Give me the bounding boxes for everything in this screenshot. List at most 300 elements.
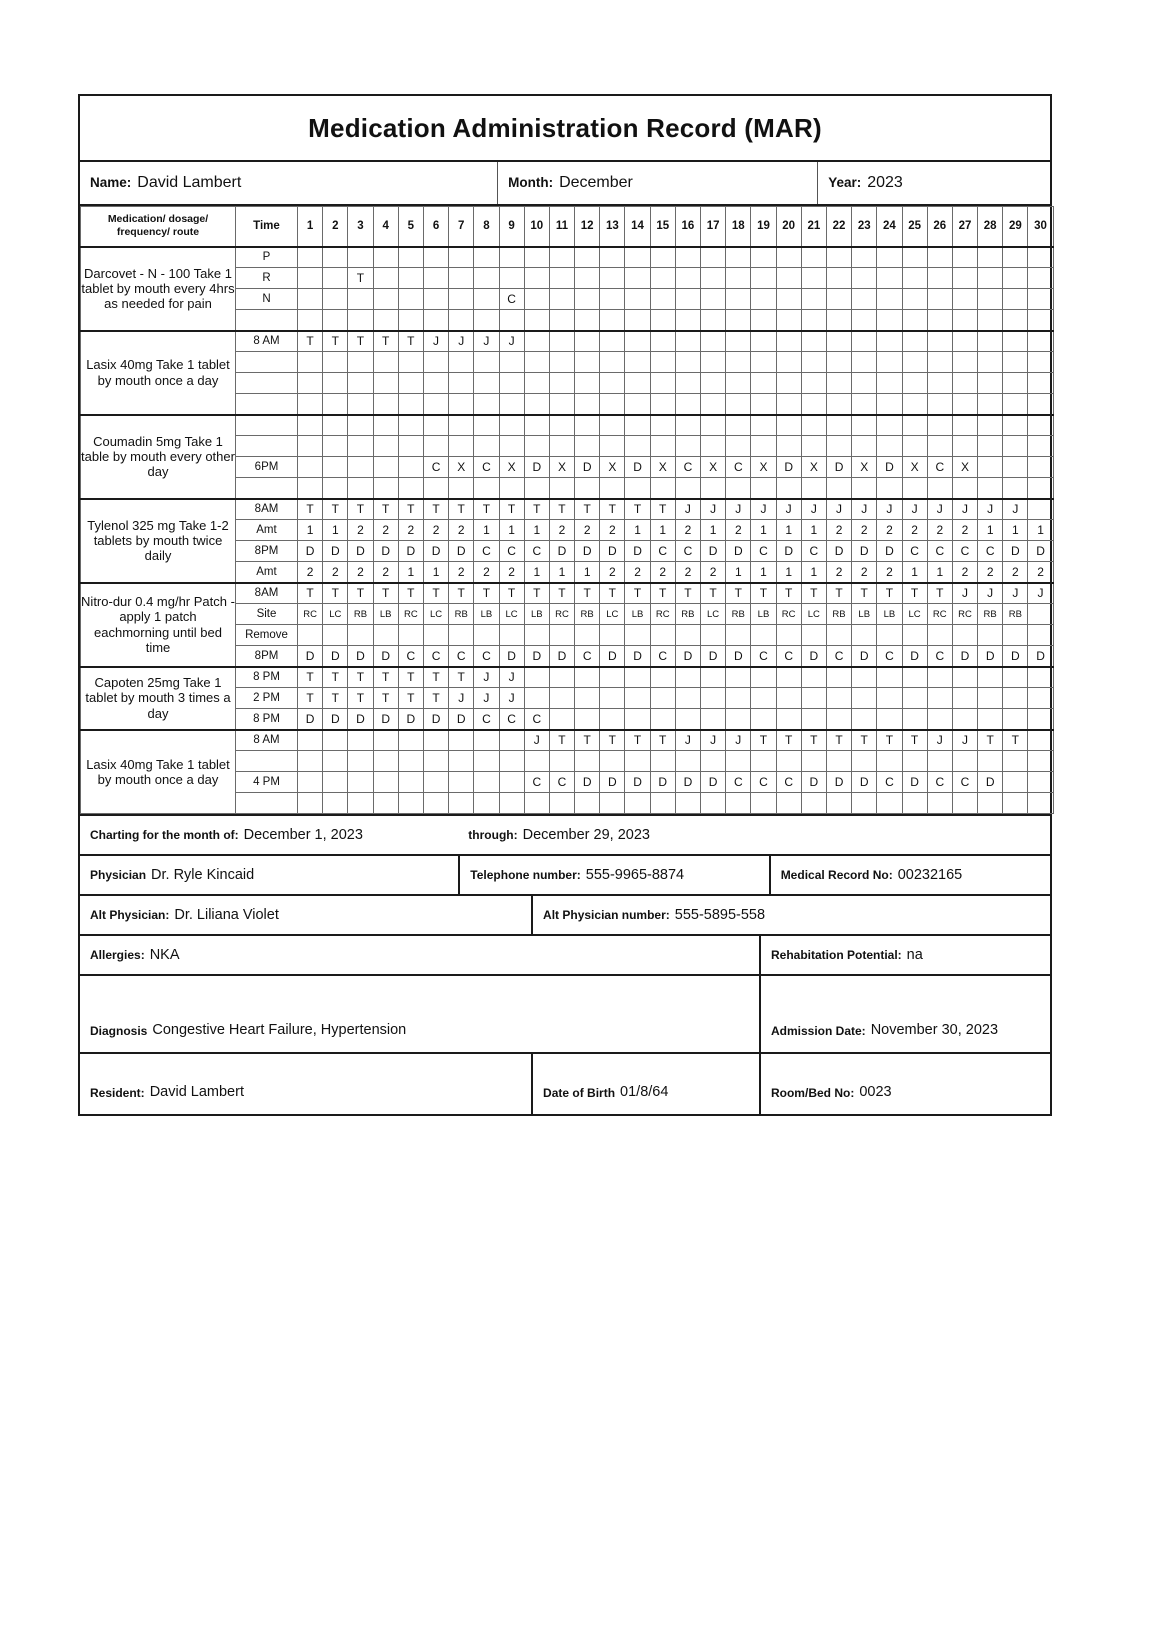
administration-cell[interactable] <box>348 730 373 751</box>
administration-cell[interactable] <box>398 268 423 289</box>
administration-cell[interactable]: D <box>776 457 801 478</box>
administration-cell[interactable]: 1 <box>323 520 348 541</box>
administration-cell[interactable] <box>927 310 952 331</box>
administration-cell[interactable]: T <box>449 667 474 688</box>
administration-cell[interactable]: LC <box>423 604 448 625</box>
administration-cell[interactable] <box>776 310 801 331</box>
administration-cell[interactable]: LC <box>701 604 726 625</box>
administration-cell[interactable]: D <box>902 772 927 793</box>
administration-cell[interactable]: 1 <box>726 562 751 583</box>
administration-cell[interactable]: D <box>826 457 851 478</box>
administration-cell[interactable] <box>650 331 675 352</box>
administration-cell[interactable] <box>826 667 851 688</box>
administration-cell[interactable] <box>1003 793 1028 814</box>
administration-cell[interactable] <box>549 709 574 730</box>
administration-cell[interactable] <box>675 793 700 814</box>
administration-cell[interactable] <box>373 415 398 436</box>
administration-cell[interactable] <box>776 751 801 772</box>
administration-cell[interactable] <box>952 478 977 499</box>
administration-cell[interactable] <box>650 394 675 415</box>
administration-cell[interactable] <box>449 268 474 289</box>
administration-cell[interactable]: C <box>877 646 902 667</box>
administration-cell[interactable] <box>927 331 952 352</box>
administration-cell[interactable]: T <box>348 331 373 352</box>
administration-cell[interactable]: 1 <box>978 520 1003 541</box>
administration-cell[interactable] <box>1003 625 1028 646</box>
administration-cell[interactable] <box>726 709 751 730</box>
administration-cell[interactable]: RC <box>549 604 574 625</box>
administration-cell[interactable]: J <box>499 688 524 709</box>
administration-cell[interactable] <box>826 289 851 310</box>
administration-cell[interactable] <box>575 352 600 373</box>
administration-cell[interactable] <box>902 373 927 394</box>
administration-cell[interactable]: 2 <box>650 562 675 583</box>
administration-cell[interactable] <box>625 289 650 310</box>
administration-cell[interactable] <box>927 415 952 436</box>
administration-cell[interactable] <box>423 352 448 373</box>
administration-cell[interactable] <box>625 667 650 688</box>
administration-cell[interactable] <box>1028 751 1053 772</box>
administration-cell[interactable]: T <box>575 730 600 751</box>
administration-cell[interactable] <box>298 373 323 394</box>
administration-cell[interactable]: J <box>902 499 927 520</box>
administration-cell[interactable] <box>298 247 323 268</box>
administration-cell[interactable]: T <box>398 688 423 709</box>
administration-cell[interactable]: 2 <box>398 520 423 541</box>
administration-cell[interactable] <box>449 772 474 793</box>
administration-cell[interactable] <box>373 772 398 793</box>
time-cell[interactable] <box>236 436 298 457</box>
administration-cell[interactable] <box>625 352 650 373</box>
administration-cell[interactable]: LC <box>801 604 826 625</box>
administration-cell[interactable]: 2 <box>675 562 700 583</box>
administration-cell[interactable] <box>902 478 927 499</box>
administration-cell[interactable]: T <box>298 583 323 604</box>
time-cell[interactable] <box>236 478 298 499</box>
administration-cell[interactable] <box>1028 247 1053 268</box>
administration-cell[interactable] <box>575 751 600 772</box>
administration-cell[interactable] <box>877 751 902 772</box>
administration-cell[interactable] <box>801 352 826 373</box>
administration-cell[interactable]: 1 <box>1028 520 1053 541</box>
administration-cell[interactable] <box>952 310 977 331</box>
administration-cell[interactable] <box>449 730 474 751</box>
administration-cell[interactable] <box>348 772 373 793</box>
administration-cell[interactable] <box>902 667 927 688</box>
administration-cell[interactable]: D <box>499 646 524 667</box>
administration-cell[interactable] <box>499 268 524 289</box>
administration-cell[interactable] <box>852 394 877 415</box>
administration-cell[interactable]: C <box>524 541 549 562</box>
administration-cell[interactable]: LB <box>524 604 549 625</box>
administration-cell[interactable] <box>877 688 902 709</box>
administration-cell[interactable]: D <box>1028 646 1053 667</box>
administration-cell[interactable] <box>600 289 625 310</box>
administration-cell[interactable]: C <box>675 541 700 562</box>
administration-cell[interactable]: D <box>1003 541 1028 562</box>
administration-cell[interactable]: RB <box>348 604 373 625</box>
administration-cell[interactable]: LB <box>751 604 776 625</box>
administration-cell[interactable]: T <box>348 583 373 604</box>
administration-cell[interactable] <box>524 415 549 436</box>
administration-cell[interactable]: T <box>902 583 927 604</box>
administration-cell[interactable] <box>751 793 776 814</box>
administration-cell[interactable]: X <box>650 457 675 478</box>
administration-cell[interactable] <box>826 268 851 289</box>
time-cell[interactable] <box>236 394 298 415</box>
administration-cell[interactable] <box>776 394 801 415</box>
administration-cell[interactable] <box>474 247 499 268</box>
administration-cell[interactable] <box>298 289 323 310</box>
administration-cell[interactable]: LB <box>625 604 650 625</box>
administration-cell[interactable]: C <box>524 772 549 793</box>
administration-cell[interactable] <box>701 478 726 499</box>
administration-cell[interactable]: D <box>298 646 323 667</box>
administration-cell[interactable] <box>927 352 952 373</box>
administration-cell[interactable] <box>474 268 499 289</box>
administration-cell[interactable]: J <box>474 688 499 709</box>
administration-cell[interactable]: D <box>902 646 927 667</box>
administration-cell[interactable] <box>952 373 977 394</box>
administration-cell[interactable]: 2 <box>852 520 877 541</box>
administration-cell[interactable]: 1 <box>423 562 448 583</box>
administration-cell[interactable] <box>575 793 600 814</box>
administration-cell[interactable] <box>902 436 927 457</box>
administration-cell[interactable] <box>348 373 373 394</box>
administration-cell[interactable]: T <box>474 499 499 520</box>
administration-cell[interactable] <box>323 793 348 814</box>
administration-cell[interactable]: C <box>978 541 1003 562</box>
administration-cell[interactable] <box>449 793 474 814</box>
administration-cell[interactable] <box>650 436 675 457</box>
administration-cell[interactable] <box>575 709 600 730</box>
administration-cell[interactable]: C <box>474 541 499 562</box>
administration-cell[interactable] <box>877 667 902 688</box>
administration-cell[interactable]: 2 <box>600 562 625 583</box>
administration-cell[interactable] <box>499 373 524 394</box>
administration-cell[interactable]: 2 <box>826 520 851 541</box>
administration-cell[interactable] <box>323 310 348 331</box>
administration-cell[interactable]: J <box>675 730 700 751</box>
administration-cell[interactable] <box>726 688 751 709</box>
administration-cell[interactable] <box>474 352 499 373</box>
administration-cell[interactable] <box>801 688 826 709</box>
administration-cell[interactable] <box>600 436 625 457</box>
administration-cell[interactable] <box>575 688 600 709</box>
administration-cell[interactable]: 1 <box>575 562 600 583</box>
administration-cell[interactable] <box>323 394 348 415</box>
administration-cell[interactable] <box>423 751 448 772</box>
time-cell[interactable]: 8PM <box>236 646 298 667</box>
administration-cell[interactable] <box>801 667 826 688</box>
time-cell[interactable] <box>236 415 298 436</box>
administration-cell[interactable]: J <box>1003 583 1028 604</box>
administration-cell[interactable] <box>549 436 574 457</box>
administration-cell[interactable] <box>449 247 474 268</box>
administration-cell[interactable]: D <box>348 646 373 667</box>
administration-cell[interactable] <box>423 310 448 331</box>
administration-cell[interactable]: D <box>298 541 323 562</box>
administration-cell[interactable] <box>751 625 776 646</box>
administration-cell[interactable] <box>927 625 952 646</box>
administration-cell[interactable]: T <box>398 331 423 352</box>
administration-cell[interactable]: T <box>423 499 448 520</box>
administration-cell[interactable] <box>600 688 625 709</box>
administration-cell[interactable] <box>675 625 700 646</box>
administration-cell[interactable]: C <box>927 772 952 793</box>
administration-cell[interactable] <box>751 709 776 730</box>
administration-cell[interactable]: 2 <box>549 520 574 541</box>
administration-cell[interactable]: C <box>927 646 952 667</box>
administration-cell[interactable] <box>298 730 323 751</box>
administration-cell[interactable] <box>877 310 902 331</box>
administration-cell[interactable] <box>323 772 348 793</box>
administration-cell[interactable] <box>524 751 549 772</box>
administration-cell[interactable] <box>298 415 323 436</box>
administration-cell[interactable]: T <box>323 583 348 604</box>
administration-cell[interactable] <box>776 688 801 709</box>
administration-cell[interactable]: T <box>323 667 348 688</box>
administration-cell[interactable] <box>423 394 448 415</box>
administration-cell[interactable] <box>398 793 423 814</box>
administration-cell[interactable]: D <box>575 457 600 478</box>
administration-cell[interactable] <box>499 352 524 373</box>
administration-cell[interactable] <box>776 709 801 730</box>
administration-cell[interactable]: C <box>801 541 826 562</box>
administration-cell[interactable] <box>474 793 499 814</box>
administration-cell[interactable] <box>1003 268 1028 289</box>
administration-cell[interactable] <box>549 688 574 709</box>
administration-cell[interactable]: D <box>373 709 398 730</box>
administration-cell[interactable] <box>701 268 726 289</box>
administration-cell[interactable] <box>877 625 902 646</box>
administration-cell[interactable] <box>952 415 977 436</box>
administration-cell[interactable]: 1 <box>499 520 524 541</box>
administration-cell[interactable] <box>801 709 826 730</box>
administration-cell[interactable]: 1 <box>902 562 927 583</box>
administration-cell[interactable]: D <box>826 541 851 562</box>
administration-cell[interactable] <box>1028 688 1053 709</box>
administration-cell[interactable]: RB <box>675 604 700 625</box>
administration-cell[interactable]: T <box>726 583 751 604</box>
administration-cell[interactable] <box>751 436 776 457</box>
administration-cell[interactable] <box>927 667 952 688</box>
administration-cell[interactable]: T <box>625 730 650 751</box>
administration-cell[interactable]: T <box>323 499 348 520</box>
administration-cell[interactable] <box>877 709 902 730</box>
administration-cell[interactable] <box>348 247 373 268</box>
administration-cell[interactable]: D <box>1028 541 1053 562</box>
administration-cell[interactable] <box>549 289 574 310</box>
time-cell[interactable]: Remove <box>236 625 298 646</box>
administration-cell[interactable] <box>600 478 625 499</box>
administration-cell[interactable]: RC <box>650 604 675 625</box>
administration-cell[interactable] <box>373 457 398 478</box>
administration-cell[interactable]: 1 <box>1003 520 1028 541</box>
administration-cell[interactable] <box>801 793 826 814</box>
administration-cell[interactable]: 2 <box>373 520 398 541</box>
administration-cell[interactable]: X <box>499 457 524 478</box>
time-cell[interactable]: N <box>236 289 298 310</box>
administration-cell[interactable] <box>751 268 776 289</box>
administration-cell[interactable] <box>373 793 398 814</box>
administration-cell[interactable] <box>524 373 549 394</box>
administration-cell[interactable] <box>701 373 726 394</box>
administration-cell[interactable] <box>524 793 549 814</box>
administration-cell[interactable]: T <box>751 583 776 604</box>
administration-cell[interactable] <box>826 415 851 436</box>
administration-cell[interactable]: D <box>348 709 373 730</box>
administration-cell[interactable]: J <box>726 730 751 751</box>
administration-cell[interactable] <box>398 373 423 394</box>
administration-cell[interactable] <box>298 394 323 415</box>
administration-cell[interactable]: J <box>675 499 700 520</box>
administration-cell[interactable]: 2 <box>726 520 751 541</box>
administration-cell[interactable] <box>877 415 902 436</box>
administration-cell[interactable]: C <box>927 541 952 562</box>
administration-cell[interactable] <box>625 625 650 646</box>
administration-cell[interactable] <box>801 751 826 772</box>
administration-cell[interactable]: RB <box>1003 604 1028 625</box>
administration-cell[interactable] <box>852 415 877 436</box>
administration-cell[interactable]: T <box>348 268 373 289</box>
administration-cell[interactable]: 2 <box>625 562 650 583</box>
administration-cell[interactable] <box>852 625 877 646</box>
administration-cell[interactable]: D <box>323 709 348 730</box>
administration-cell[interactable] <box>952 688 977 709</box>
administration-cell[interactable]: 2 <box>348 562 373 583</box>
administration-cell[interactable] <box>298 478 323 499</box>
administration-cell[interactable]: C <box>902 541 927 562</box>
administration-cell[interactable]: X <box>852 457 877 478</box>
administration-cell[interactable] <box>1028 415 1053 436</box>
administration-cell[interactable] <box>323 457 348 478</box>
administration-cell[interactable] <box>877 352 902 373</box>
administration-cell[interactable] <box>852 268 877 289</box>
administration-cell[interactable] <box>801 478 826 499</box>
administration-cell[interactable] <box>1003 436 1028 457</box>
administration-cell[interactable] <box>650 352 675 373</box>
administration-cell[interactable] <box>323 625 348 646</box>
administration-cell[interactable]: D <box>549 646 574 667</box>
administration-cell[interactable] <box>423 373 448 394</box>
administration-cell[interactable] <box>826 436 851 457</box>
administration-cell[interactable] <box>877 478 902 499</box>
administration-cell[interactable]: D <box>575 541 600 562</box>
administration-cell[interactable] <box>1003 667 1028 688</box>
administration-cell[interactable] <box>952 247 977 268</box>
administration-cell[interactable]: T <box>852 730 877 751</box>
administration-cell[interactable]: T <box>373 667 398 688</box>
administration-cell[interactable] <box>952 289 977 310</box>
administration-cell[interactable]: T <box>575 499 600 520</box>
administration-cell[interactable] <box>524 247 549 268</box>
administration-cell[interactable] <box>978 793 1003 814</box>
administration-cell[interactable]: X <box>701 457 726 478</box>
administration-cell[interactable] <box>499 478 524 499</box>
administration-cell[interactable] <box>852 688 877 709</box>
administration-cell[interactable] <box>524 394 549 415</box>
administration-cell[interactable] <box>675 373 700 394</box>
administration-cell[interactable] <box>927 751 952 772</box>
administration-cell[interactable] <box>398 436 423 457</box>
administration-cell[interactable] <box>927 373 952 394</box>
administration-cell[interactable] <box>927 688 952 709</box>
administration-cell[interactable] <box>323 730 348 751</box>
administration-cell[interactable] <box>474 310 499 331</box>
administration-cell[interactable] <box>650 751 675 772</box>
administration-cell[interactable] <box>978 457 1003 478</box>
administration-cell[interactable] <box>575 247 600 268</box>
administration-cell[interactable] <box>549 331 574 352</box>
administration-cell[interactable] <box>449 310 474 331</box>
administration-cell[interactable] <box>348 289 373 310</box>
administration-cell[interactable]: J <box>1028 583 1053 604</box>
administration-cell[interactable]: T <box>650 583 675 604</box>
administration-cell[interactable] <box>1003 373 1028 394</box>
administration-cell[interactable] <box>650 793 675 814</box>
administration-cell[interactable]: C <box>826 646 851 667</box>
administration-cell[interactable] <box>852 478 877 499</box>
administration-cell[interactable]: J <box>978 583 1003 604</box>
administration-cell[interactable]: 2 <box>826 562 851 583</box>
administration-cell[interactable] <box>927 709 952 730</box>
administration-cell[interactable] <box>902 415 927 436</box>
administration-cell[interactable] <box>776 247 801 268</box>
administration-cell[interactable]: 2 <box>373 562 398 583</box>
administration-cell[interactable] <box>1028 394 1053 415</box>
administration-cell[interactable] <box>902 793 927 814</box>
administration-cell[interactable] <box>600 667 625 688</box>
administration-cell[interactable] <box>474 751 499 772</box>
administration-cell[interactable] <box>801 394 826 415</box>
administration-cell[interactable]: X <box>549 457 574 478</box>
administration-cell[interactable] <box>877 289 902 310</box>
administration-cell[interactable] <box>801 331 826 352</box>
administration-cell[interactable] <box>726 310 751 331</box>
administration-cell[interactable]: C <box>877 772 902 793</box>
administration-cell[interactable] <box>524 352 549 373</box>
administration-cell[interactable]: D <box>323 646 348 667</box>
administration-cell[interactable] <box>726 667 751 688</box>
administration-cell[interactable]: D <box>776 541 801 562</box>
administration-cell[interactable] <box>852 310 877 331</box>
administration-cell[interactable]: LC <box>499 604 524 625</box>
administration-cell[interactable] <box>701 394 726 415</box>
administration-cell[interactable]: D <box>1003 646 1028 667</box>
administration-cell[interactable] <box>701 751 726 772</box>
administration-cell[interactable]: D <box>398 541 423 562</box>
administration-cell[interactable]: 2 <box>423 520 448 541</box>
administration-cell[interactable]: 1 <box>751 520 776 541</box>
administration-cell[interactable] <box>323 268 348 289</box>
administration-cell[interactable] <box>625 436 650 457</box>
administration-cell[interactable] <box>398 394 423 415</box>
administration-cell[interactable] <box>524 688 549 709</box>
administration-cell[interactable]: J <box>524 730 549 751</box>
administration-cell[interactable] <box>549 310 574 331</box>
administration-cell[interactable] <box>701 436 726 457</box>
time-cell[interactable] <box>236 310 298 331</box>
administration-cell[interactable]: T <box>600 730 625 751</box>
administration-cell[interactable]: T <box>398 667 423 688</box>
administration-cell[interactable] <box>952 394 977 415</box>
administration-cell[interactable] <box>726 394 751 415</box>
administration-cell[interactable]: T <box>776 730 801 751</box>
administration-cell[interactable] <box>751 478 776 499</box>
administration-cell[interactable] <box>600 415 625 436</box>
administration-cell[interactable] <box>549 247 574 268</box>
